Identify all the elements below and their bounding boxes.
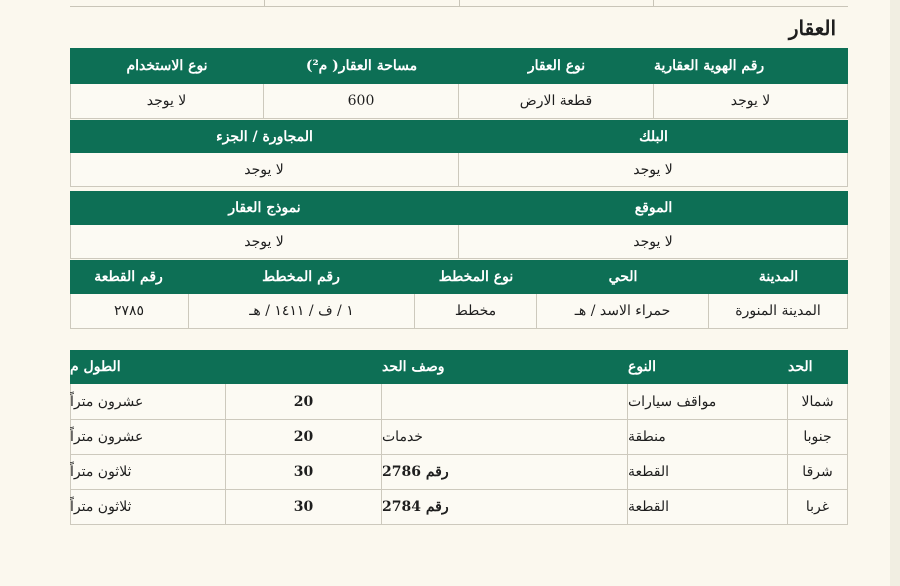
header-cell: رقم القطعة <box>94 269 163 285</box>
value-cell: لا يوجد <box>146 93 187 109</box>
value-cell: مخطط <box>414 294 536 328</box>
header-cell: مساحة العقار( م²) <box>305 58 418 74</box>
value-row <box>70 84 848 119</box>
header-cell: نوع المخطط <box>438 269 514 285</box>
header-cell: الحد <box>788 359 813 375</box>
table-row <box>70 420 848 455</box>
length-words-cell: عشرون متراً <box>70 429 144 445</box>
property-info-table <box>70 48 848 119</box>
value-cell: لا يوجد <box>458 225 847 258</box>
value-cell: لا يوجد <box>244 233 284 250</box>
header-cell: نموذج العقار <box>228 200 301 216</box>
type-cell: مواقف سيارات <box>627 384 787 419</box>
length-words-cell: عشرون متراً <box>70 393 144 410</box>
type-cell: القطعة <box>627 490 787 524</box>
header-row <box>70 350 848 384</box>
header-row <box>70 191 848 225</box>
value-cell: حمراء الاسد / هـ <box>536 294 708 328</box>
table-row <box>70 490 848 525</box>
value-cell: قطعة الارض <box>458 84 653 118</box>
side-cell: شرقا <box>787 455 847 489</box>
section-title: العقار <box>788 16 836 40</box>
desc-cell: رقم 2786 <box>381 455 627 489</box>
type-cell: القطعة <box>627 455 787 489</box>
header-cell: البلك <box>639 128 668 145</box>
value-row <box>70 153 848 187</box>
header-row <box>70 120 848 153</box>
header-cell: النوع <box>628 359 656 375</box>
value-cell: لا يوجد <box>458 153 847 186</box>
block-neighborhood-table <box>70 120 848 187</box>
side-cell: جنوبا <box>787 420 847 454</box>
length-cell: 30 <box>225 455 381 489</box>
header-cell: نوع الاستخدام <box>126 58 208 74</box>
header-cell: نوع العقار <box>527 58 586 74</box>
desc-cell <box>381 384 627 419</box>
length-words-cell: ثلاثون متراً <box>70 499 132 515</box>
previous-table-edge <box>70 0 848 7</box>
header-cell: المجاورة / الجزء <box>216 128 313 145</box>
header-cell: الحي <box>608 269 638 285</box>
city-plan-table <box>70 260 848 329</box>
value-cell: لا يوجد <box>244 161 284 178</box>
header-row <box>70 48 848 84</box>
boundaries-table <box>70 350 848 525</box>
value-cell: 600 <box>263 84 458 118</box>
value-cell: ١ / ف / ١٤١١ / هـ <box>188 294 414 328</box>
value-cell: ٢٧٨٥ <box>113 303 145 319</box>
header-cell: الموقع <box>634 200 673 216</box>
desc-cell: رقم 2784 <box>381 490 627 524</box>
header-cell: وصف الحد <box>382 359 445 375</box>
header-cell: رقم الهوية العقارية <box>654 58 765 74</box>
value-row <box>70 294 848 329</box>
value-row <box>70 225 848 259</box>
location-model-table <box>70 191 848 259</box>
desc-cell: خدمات <box>381 420 627 454</box>
side-cell: شمالا <box>787 384 847 419</box>
header-cell: رقم المخطط <box>262 269 340 285</box>
value-cell: لا يوجد <box>653 84 847 118</box>
length-cell: 20 <box>225 384 381 419</box>
length-words-cell: ثلاثون متراً <box>70 464 132 480</box>
header-row <box>70 260 848 294</box>
table-row <box>70 455 848 490</box>
length-cell: 30 <box>225 490 381 524</box>
value-cell: المدينة المنورة <box>708 294 847 328</box>
side-cell: غربا <box>787 490 847 524</box>
header-cell: المدينة <box>758 269 799 285</box>
header-cell: الطول م <box>70 359 121 375</box>
length-cell: 20 <box>225 420 381 454</box>
table-row <box>70 384 848 420</box>
type-cell: منطقة <box>627 420 787 454</box>
